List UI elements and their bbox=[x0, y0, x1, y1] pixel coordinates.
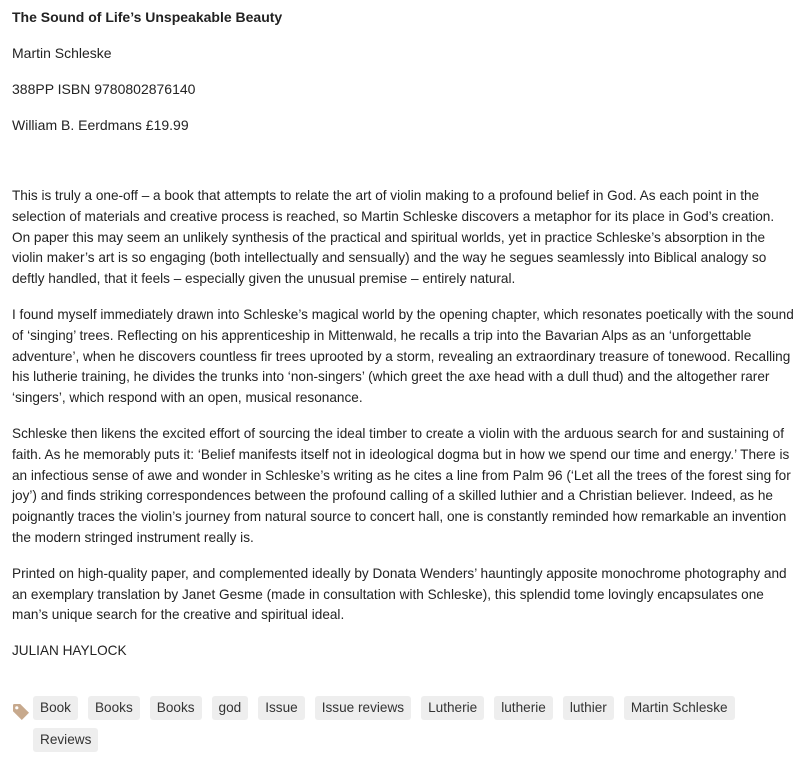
tag-lutherie[interactable]: Lutherie bbox=[421, 696, 484, 720]
tag-list bbox=[33, 696, 793, 752]
tag-book[interactable]: Book bbox=[33, 696, 78, 720]
review-paragraph-4: Printed on high-quality paper, and complemented ideally by Donata Wenders’ hauntingly apposite monochrome photography and an exemplary translation by Janet Gesme (made in consultation with Schleske), this splendid tome lovingly encapsulates one man’s unique search for the creative and spiritual ideal. bbox=[12, 565, 787, 623]
tag-luthier[interactable]: luthier bbox=[563, 696, 614, 720]
review-paragraph-2: I found myself immediately drawn into Schleske’s magical world by the opening chapter, which resonates poetically with the sound of ‘singing’ trees. Reflecting on his apprenticeship in Mittenwald, he recalls a trip into the Bavarian Alps as an ‘unforgettable adventure’, when he discovers countless fir trees uprooted by a storm, revealing an extraordinary treasure of tonewood. Recalling his lutherie training, he divides the trunks into ‘non-singers’ (which greet the axe head with a dull thud) and the altogether rarer ‘singers’, which respond with an open, musical resonance. bbox=[12, 306, 794, 406]
tag-lutherie-lowercase[interactable]: lutherie bbox=[494, 696, 553, 720]
book-title: The Sound of Life’s Unspeakable Beauty bbox=[12, 9, 283, 25]
tag-god[interactable]: god bbox=[212, 696, 249, 720]
tag-reviews[interactable]: Reviews bbox=[33, 728, 98, 752]
review-paragraph-1: This is truly a one-off – a book that attempts to relate the art of violin making to a profound belief in God. As each point in the selection of materials and creative process is reached, so Martin Schleske discovers a metaphor for its place in God’s creation. On paper this may seem an unlikely synthesis of the practical and spiritual worlds, yet in practice Schleske’s absorption in the violin maker’s art is so engaging (both intellectually and sensually) and the way he segues seamlessly into Biblical analogy so deftly handled, that it feels – especially given the unusual premise – entirely natural. bbox=[12, 188, 775, 287]
review-body bbox=[12, 186, 794, 677]
tag-icon bbox=[12, 703, 30, 721]
tag-books[interactable]: Books bbox=[88, 696, 140, 720]
book-publisher-price: William B. Eerdmans £19.99 bbox=[12, 117, 189, 133]
tag-issue[interactable]: Issue bbox=[258, 696, 305, 720]
book-isbn: 388PP ISBN 9780802876140 bbox=[12, 81, 196, 97]
tag-martin-schleske[interactable]: Martin Schleske bbox=[624, 696, 735, 720]
tag-books-2[interactable]: Books bbox=[150, 696, 202, 720]
tag-issue-reviews[interactable]: Issue reviews bbox=[315, 696, 411, 720]
reviewer-name: JULIAN HAYLOCK bbox=[12, 643, 127, 659]
book-author: Martin Schleske bbox=[12, 45, 112, 61]
review-paragraph-3: Schleske then likens the excited effort of sourcing the ideal timber to create a violin with the arduous search for and sustaining of faith. As he memorably puts it: ‘Belief manifests itself not in ideological dogma but in how we spend our time and energy.’ There is an infectious sense of awe and wonder in Schleske’s writing as he cites a line from Palm 96 (‘Let all the trees of the forest sing for joy’) and finds striking correspondences between the profound calling of a skilled luthier and a Christian believer. Indeed, as he poignantly traces the violin’s journey from natural source to concert hall, one is constantly reminded how remarkable an invention the modern stringed instrument really is. bbox=[12, 425, 791, 545]
